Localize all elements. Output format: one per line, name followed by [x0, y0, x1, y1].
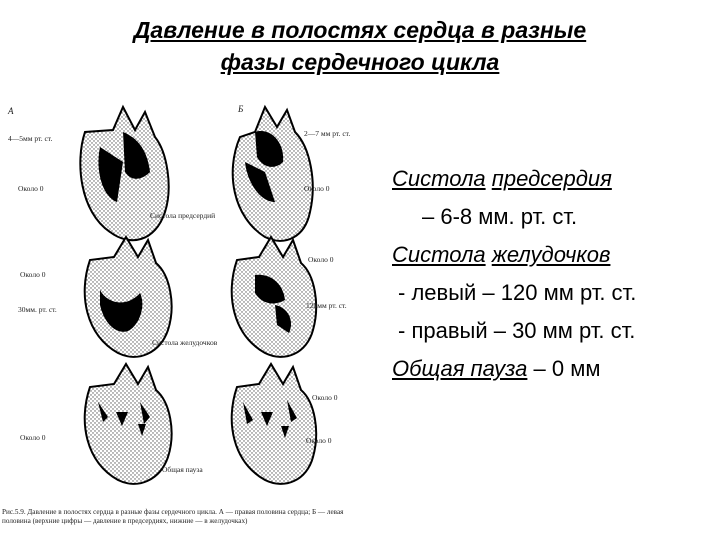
left-ventricle-value: - левый – 120 мм рт. ст.	[398, 280, 637, 305]
heart-b-general-pause	[232, 364, 316, 484]
label-okolo-b3: Около 0	[312, 393, 338, 402]
label-a-pressure: 4—5мм рт. ст.	[8, 134, 53, 143]
label-okolo-b1: Около 0	[304, 184, 330, 193]
label-phase-ventricular-systole: Систола желудочков	[152, 338, 218, 347]
heart-a-atrial-systole	[80, 107, 168, 240]
title-line-1: Давление в полостях сердца в разные	[133, 17, 587, 43]
label-b-120: 120мм рт. ст.	[306, 301, 347, 310]
ventricular-systole-word1: Систола	[392, 242, 486, 267]
figure-caption: Рис.5.9. Давление в полостях сердца в разные фазы сердечного цикла. А — правая половина сердца; Б — левая половина (верхние цифры — давление в предсердиях, нижние — в желудочках)	[2, 508, 344, 525]
label-okolo-b2: Около 0	[308, 255, 334, 264]
atrial-systole-value: – 6-8 мм. рт. ст.	[422, 204, 578, 229]
ventricular-systole-word2: желудочков	[491, 242, 611, 267]
label-phase-general-pause: Общая пауза	[162, 465, 203, 474]
atrial-systole-heading	[392, 160, 717, 198]
phase-pressure-list	[392, 160, 717, 388]
label-okolo-a2: Около 0	[20, 270, 46, 279]
heart-b-ventricular-systole	[232, 237, 316, 357]
heart-b-atrial-systole	[233, 107, 313, 241]
label-okolo-a3: Около 0	[20, 433, 46, 442]
label-okolo-a1: Около 0	[18, 184, 44, 193]
slide-title	[0, 14, 720, 78]
heart-a-general-pause	[85, 364, 172, 484]
general-pause-line	[392, 350, 717, 388]
general-pause-value: – 0 мм	[533, 356, 601, 381]
right-ventricle-value: - правый – 30 мм рт. ст.	[398, 318, 636, 343]
label-okolo-b4: Около 0	[306, 436, 332, 445]
panel-a-label: А	[8, 106, 14, 116]
heart-drawings	[0, 100, 378, 540]
heart-phases-figure	[0, 100, 378, 540]
atrial-systole-word2: предсердия	[491, 166, 612, 191]
atrial-systole-word1: Систола	[392, 166, 486, 191]
title-line-2: фазы сердечного цикла	[220, 49, 500, 75]
general-pause-label: Общая пауза	[392, 356, 528, 381]
label-b-pressure: 2—7 мм рт. ст.	[304, 129, 351, 138]
ventricular-systole-heading	[392, 236, 717, 274]
label-phase-atrial-systole: Систола предсердий	[150, 211, 216, 220]
panel-b-label: Б	[238, 104, 244, 114]
label-a-30: 30мм. рт. ст.	[18, 305, 57, 314]
